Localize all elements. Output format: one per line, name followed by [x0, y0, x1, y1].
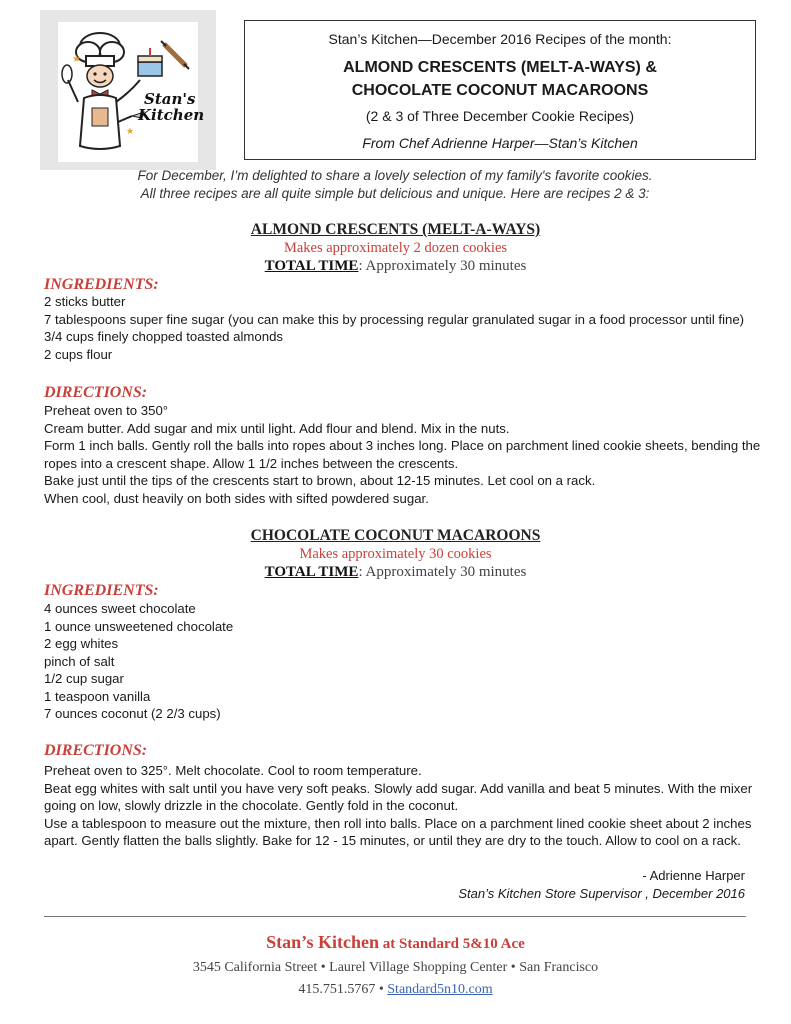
- logo-panel: [58, 22, 205, 162]
- list-item: 1 teaspoon vanilla: [44, 688, 151, 704]
- author-line: From Chef Adrienne Harper—Stan’s Kitchen: [362, 135, 638, 151]
- list-item: going on low, slowly drizzle in the chocolate. Gently fold in the coconut.: [44, 798, 459, 813]
- svg-text:★: ★: [72, 54, 81, 65]
- list-item: 1/2 cup sugar: [44, 671, 124, 686]
- logo: [40, 10, 216, 170]
- recipe2-yield: Makes approximately 30 cookies: [299, 546, 492, 562]
- list-item: 3/4 cups finely chopped toasted almonds: [44, 329, 283, 344]
- page-title-line1: ALMOND CRESCENTS (MELT-A-WAYS) &: [343, 59, 657, 76]
- list-item: apart. Gently flatten the balls slightly. Bake for 12 - 15 minutes, or until they are dry to the touch. Allow to cool on a rack.: [44, 833, 741, 848]
- list-item: Use a tablespoon to measure out the mixture, then roll into balls. Place on a parchment lined cookie sheet about 2 inches: [44, 815, 752, 831]
- recipe2-directions-heading: DIRECTIONS:: [44, 742, 148, 759]
- list-item: When cool, dust heavily on both sides with sifted powdered sugar.: [44, 490, 429, 506]
- list-item: 7 ounces coconut (2 2/3 cups): [44, 706, 221, 721]
- footer-divider: [44, 916, 746, 917]
- recipe1-directions-heading: DIRECTIONS:: [44, 384, 148, 401]
- recipe1-time-label: TOTAL TIME: [264, 258, 359, 274]
- recipe2-time-label: TOTAL TIME: [264, 564, 359, 580]
- recipe1-total-time: [0, 258, 791, 275]
- logo-text-stans: Stan's: [144, 90, 196, 108]
- logo-text-kitchen: Kitchen: [138, 106, 205, 124]
- list-item: Cream butter. Add sugar and mix until light. Add flour and blend. Mix in the nuts.: [44, 420, 510, 436]
- page-subtitle: (2 & 3 of Three December Cookie Recipes): [365, 108, 635, 124]
- footer-brand-location: at Standard 5&10 Ace: [379, 936, 525, 952]
- recipe2-title: CHOCOLATE COCONUT MACAROONS: [250, 527, 541, 544]
- recipe2-ingredients-heading: INGREDIENTS:: [44, 582, 159, 599]
- list-item: Bake just until the tips of the crescents start to brown, about 12-15 minutes. Let cool on a rack.: [44, 473, 596, 488]
- list-item: Preheat oven to 325°. Melt chocolate. Cool to room temperature.: [44, 763, 422, 778]
- intro-line-1: For December, I’m delighted to share a lovely selection of my family's favorite cookies.: [137, 168, 653, 183]
- header-line: Stan’s Kitchen—December 2016 Recipes of the month:: [328, 31, 672, 47]
- list-item: Preheat oven to 350°: [44, 403, 169, 418]
- list-item: Form 1 inch balls. Gently roll the balls into ropes about 3 inches long. Place on parchment lined cookie sheets, bending the: [44, 438, 761, 453]
- footer-contact: [0, 982, 791, 998]
- signature-name: - Adrienne Harper: [642, 868, 745, 883]
- recipe1-ingredients-heading: INGREDIENTS:: [44, 276, 159, 293]
- list-item: 2 egg whites: [44, 636, 119, 651]
- list-item: 1 ounce unsweetened chocolate: [44, 618, 234, 634]
- footer-phone: 415.751.5767 •: [298, 982, 388, 997]
- recipe1-directions-list: [44, 402, 764, 507]
- intro-line-2: All three recipes are all quite simple but delicious and unique. Here are recipes 2 & 3:: [140, 186, 650, 201]
- recipe2-total-time: [0, 564, 791, 581]
- list-item: 2 sticks butter: [44, 294, 126, 309]
- list-item: 7 tablespoons super fine sugar (you can make this by processing regular granulated sugar in a food processor until fine): [44, 311, 745, 327]
- recipe2-ingredients-list: [44, 600, 764, 723]
- list-item: ropes into a crescent shape. Allow 1 1/2 inches between the crescents.: [44, 455, 459, 471]
- recipe1-ingredients-list: [44, 293, 764, 363]
- footer-brand-name: Stan’s Kitchen: [266, 932, 379, 952]
- recipe1-title: ALMOND CRESCENTS (MELT-A-WAYS): [250, 221, 541, 238]
- list-item: 4 ounces sweet chocolate: [44, 601, 196, 616]
- recipe1-time-value: : Approximately 30 minutes: [358, 258, 527, 274]
- list-item: Beat egg whites with salt until you have very soft peaks. Slowly add sugar. Add vanilla and beat 5 minutes. With the mixer: [44, 780, 753, 796]
- list-item: pinch of salt: [44, 653, 115, 669]
- list-item: 2 cups flour: [44, 346, 113, 362]
- page-title-line2: CHOCOLATE COCONUT MACAROONS: [351, 82, 649, 99]
- recipe1-yield: Makes approximately 2 dozen cookies: [283, 240, 508, 256]
- footer-address: 3545 California Street • Laurel Village Shopping Center • San Francisco: [192, 960, 599, 975]
- footer-website-link[interactable]: Standard5n10.com: [387, 982, 493, 997]
- footer-brand: [0, 932, 791, 953]
- svg-text:★: ★: [126, 127, 135, 137]
- signature-role: Stan’s Kitchen Store Supervisor , December 2016: [458, 886, 745, 901]
- recipe2-time-value: : Approximately 30 minutes: [358, 564, 527, 580]
- recipe2-directions-list: [44, 762, 764, 850]
- title-box: [244, 20, 756, 160]
